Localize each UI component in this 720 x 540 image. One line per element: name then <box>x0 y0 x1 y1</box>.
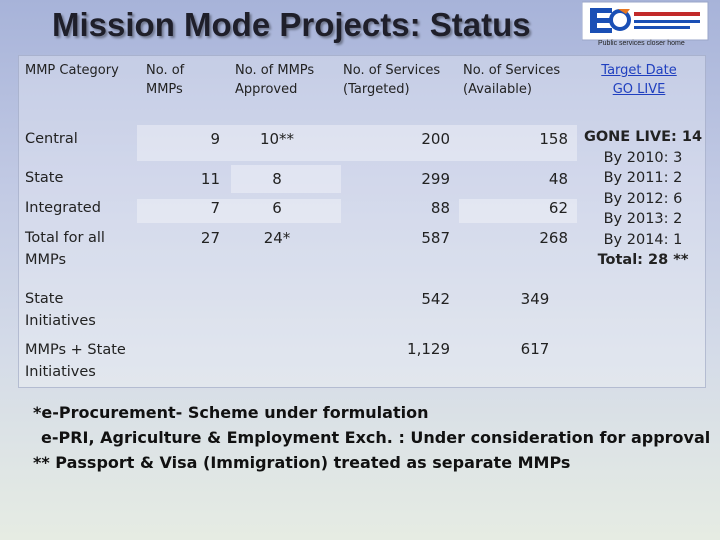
footnotes <box>33 400 710 475</box>
logo-tagline: Public services closer home <box>598 40 685 47</box>
row-label-mmps-plus-state: MMPs + State Initiatives <box>25 342 126 380</box>
cell-approved: 8 <box>272 170 282 188</box>
cell-mmps: 9 <box>210 130 220 148</box>
go-live-item: By 2010: 3 <box>603 149 683 166</box>
cell-approved: 24* <box>263 229 291 247</box>
go-live-item: By 2012: 6 <box>603 190 683 207</box>
cell-targeted: 587 <box>421 229 450 247</box>
footnote-procurement: *e-Procurement- Scheme under formulation <box>33 403 429 422</box>
go-live-total: Total: 28 ** <box>597 252 689 268</box>
cell-approved: 10** <box>259 130 295 148</box>
row-label-integrated: Integrated <box>25 200 101 216</box>
cell-targeted: 299 <box>421 170 450 188</box>
cell-approved: 6 <box>272 199 282 217</box>
page-title: Mission Mode Projects: Status <box>52 6 531 43</box>
go-live-count: GONE LIVE: 14 <box>583 129 703 145</box>
row-label-central: Central <box>25 131 78 147</box>
cell-available: 268 <box>539 229 568 247</box>
header-mmps: No. of MMPs <box>146 63 185 97</box>
header-category: MMP Category <box>25 63 119 78</box>
cell-targeted: 88 <box>430 199 450 217</box>
cell-available: 617 <box>520 340 550 358</box>
cell-mmps: 7 <box>210 199 220 217</box>
cell-available: 62 <box>548 199 568 217</box>
go-live-list <box>582 127 704 271</box>
header-target-date: Target Date GO LIVE <box>601 63 677 97</box>
cell-available: 158 <box>539 130 568 148</box>
go-live-item: By 2013: 2 <box>603 211 683 227</box>
header-available: No. of Services (Available) <box>463 63 561 97</box>
cell-available: 349 <box>520 290 550 308</box>
row-label-state-initiatives: State Initiatives <box>25 291 96 329</box>
cell-targeted: 1,129 <box>407 340 450 358</box>
cell-mmps: 27 <box>200 229 220 247</box>
cell-targeted: 542 <box>421 290 450 308</box>
row-label-total: Total for all MMPs <box>25 230 105 268</box>
footnote-pri: e-PRI, Agriculture & Employment Exch. : Under consideration for approval <box>41 428 711 447</box>
header-approved: No. of MMPs Approved <box>235 63 315 97</box>
row-label-state: State <box>25 170 64 186</box>
cell-targeted: 200 <box>421 130 450 148</box>
cell-mmps: 11 <box>200 170 220 188</box>
header-targeted: No. of Services (Targeted) <box>343 63 441 97</box>
go-live-item: By 2014: 1 <box>603 231 683 248</box>
go-live-item: By 2011: 2 <box>603 170 683 186</box>
footnote-passport: ** Passport & Visa (Immigration) treated as separate MMPs <box>33 453 571 472</box>
cell-available: 48 <box>548 170 568 188</box>
